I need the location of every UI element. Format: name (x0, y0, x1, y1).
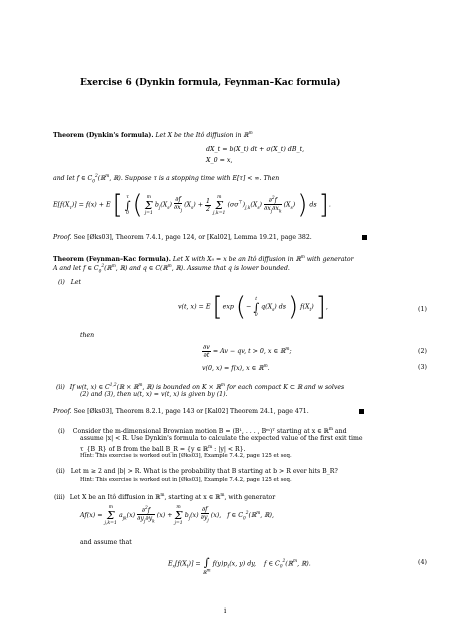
sup-two: 2 (94, 174, 98, 179)
theorem-label: Theorem (53, 132, 84, 140)
fk-item-ii-line-2: (2) and (3), then u(t, x) = v(t, x) is given by (1). (80, 391, 228, 398)
sup-m: m (111, 264, 116, 269)
sde-line-1: dX_t = b(X_t) dt + σ(X_t) dB_t, (206, 146, 305, 153)
proof-label: Proof. (53, 408, 72, 415)
ex-iii-part-1: Let X be an Itô diffusion in ℝ (69, 494, 161, 502)
fk-part-2: (ℝ (104, 265, 112, 273)
exercise-i-line-2: assume |x| < R. Use Dynkin's formula to calculate the expected value of the first exit time (80, 435, 363, 442)
equation-number-3: (3) (418, 364, 427, 371)
dynkin-theorem-heading (53, 129, 253, 140)
fk-ii-part-2: (ℝ × ℝ (116, 384, 139, 392)
then-text: then (80, 332, 95, 339)
sup-m: m (105, 174, 110, 179)
item-label: (ii) (56, 468, 65, 475)
theorem-statement: Let X with X₀ = x be an Itô diffusion in ℝ (172, 256, 301, 264)
theorem-statement: Let X be the Itô diffusion in ℝ (155, 132, 249, 140)
exercise-ii (56, 467, 338, 476)
sup-m: m (220, 493, 225, 498)
sub-zero: 0 (92, 179, 95, 185)
sup-m: m (220, 383, 225, 388)
assume-text: and assume that (80, 539, 132, 546)
dynkin-formula: $E[f(X_\tau)] = f(x) + E$ [ τ ∫ 0 ( m Σ j=1 $b_j(X_s)$ $\frac{\partial f}{\partial x_j}$ $(X_s)$ + $\frac{1}{2}$ m Σ j,k=1 $(\sigma\sigma^⊤)_{j,k}(X_s)$ $\frac{\partial^2f}{\partial x_j\partial x_k}$ $(X_s)$ ) ds ]. (53, 190, 331, 220)
page-number: i (224, 607, 227, 615)
item-label: (iii) (54, 494, 65, 502)
qed-square-icon (359, 409, 364, 414)
sup-m: m (263, 364, 268, 369)
item-label: (i) (58, 428, 65, 436)
cond-part-3: , ℝ). Suppose τ is a stopping time with E[τ] < ∞. Then (109, 175, 280, 183)
cond-part-2: (ℝ (97, 175, 106, 183)
initial-condition: v(0, x) = f(x), x ∈ ℝ$^m$. (202, 364, 270, 373)
pde-rhs: = Av − qv, t > 0, x ∈ ℝ (212, 348, 286, 355)
qed-square-icon (362, 235, 367, 240)
ex-i-line-3a: τ_{B_R} of B from the ball B_R = {y ∈ ℝ (80, 446, 209, 454)
sup-m: m (138, 383, 143, 388)
pde-equation: $\frac{\partial v}{\partial t}$ = Av − qv, t > 0, x ∈ ℝ$^m$; (203, 344, 292, 359)
exercise-iii (54, 491, 275, 502)
theorem-label: Theorem (53, 256, 84, 264)
sup-m: m (300, 255, 305, 260)
item-label: (ii) (56, 384, 65, 392)
sup-m: m (328, 427, 333, 432)
exercise-ii-hint: Hint: This exercise is worked out in [Øks03], Example 7.4.2, page 125 et seq. (80, 477, 292, 483)
equation-number-1: (1) (418, 306, 427, 313)
fk-proof (53, 407, 364, 416)
proof-reference: See [Øks03], Theorem 7.4.1, page 124, or [Kal02], Lemma 19.21, page 382. (73, 234, 312, 241)
fk-part-1: A and let f ∈ C (53, 265, 99, 273)
fk-item-i (58, 278, 81, 287)
ex-iii-part-3: , with generator (224, 494, 276, 502)
transition-density-formula: $E_x[f(X_t)]$ = ∫ ℝ$^m$ $f(y)p_t(x$, y) dy, f ∈ $C_0^2(ℝ^m$, ℝ). (168, 556, 311, 576)
feynman-kac-formula: v(t, x) = E [exp (− t ∫ 0 $q(X_s)$ ds ) $f(X_t)$ ], (178, 292, 328, 322)
exercise-subtitle: (Dynkin formula, Feynman–Kac formula) (134, 78, 341, 88)
theorem-name: (Feynman–Kac formula). (85, 256, 171, 264)
theorem-statement-cont: with generator (304, 256, 354, 264)
initial-condition-text: v(0, x) = f(x), x ∈ ℝ (202, 365, 264, 373)
fk-ii-part-3: , ℝ) is bounded on K × ℝ (142, 384, 221, 392)
ex-i-line-3b: : |y| < R}. (212, 446, 246, 454)
ex-i-line-1b: and (332, 428, 347, 436)
sup-onetwo: 1,2 (109, 383, 117, 388)
sup-m: m (285, 346, 290, 352)
fk-theorem-line-2 (53, 262, 290, 276)
fk-ii-part-4: for each compact K ⊂ ℝ and w solves (224, 384, 345, 392)
sup-m: m (160, 493, 165, 498)
equation-number-2: (2) (418, 348, 427, 355)
exercise-i-hint: Hint: This exercise is worked out in [Øks03], Example 7.4.2, page 125 et seq. (80, 453, 292, 459)
equation-number-4: (4) (418, 559, 427, 566)
proof-label: Proof. (53, 234, 72, 241)
fk-ii-part-1: If w(t, x) ∈ C (69, 384, 110, 392)
exercise-number: Exercise 6 (80, 78, 132, 88)
theorem-name: (Dynkin's formula). (85, 132, 154, 140)
item-let: Let (70, 279, 82, 286)
proof-reference: See [Øks03], Theorem 8.2.1, page 143 or [Kal02] Theorem 24.1, page 471. (73, 408, 309, 415)
dynkin-condition (53, 172, 279, 186)
fk-part-3: , ℝ) and q ∈ C(ℝ (115, 265, 168, 273)
ex-iii-part-2: , starting at x ∈ ℝ (164, 494, 221, 502)
ex-i-line-1: Consider the m-dimensional Brownian motion B = (B¹, . . . , Bᵐ)ᵀ starting at x ∈ ℝ (72, 428, 329, 436)
sup-m: m (248, 131, 253, 136)
exercise-title (80, 78, 341, 88)
ex-ii-line-1: Let m ≥ 2 and |b| > R. What is the probability that B starting at b > R ever hits B_R? (70, 468, 338, 475)
sub-zero: 0 (98, 269, 102, 275)
fk-part-4: , ℝ). Assume that q is lower bounded. (171, 265, 290, 273)
sup-m: m (167, 264, 172, 269)
generator-formula: Af(x) = m Σ j,k=1 $a_{jk}(x)$ $\frac{\partial^2f}{\partial y_j\partial y_k}$ (x) + m Σ j=1 $b_j(x)$ $\frac{\partial f}{\partial y_j}$ (x), f ∈ $C_0^2(ℝ^m$, ℝ), (80, 505, 274, 526)
sde-line-2: X_0 = x, (206, 157, 233, 164)
sup-m: m (208, 445, 213, 450)
dynkin-proof (53, 233, 367, 242)
item-label: (i) (58, 279, 65, 286)
cond-part-1: and let f ∈ C (53, 175, 93, 183)
sup-two: 2 (101, 264, 105, 269)
